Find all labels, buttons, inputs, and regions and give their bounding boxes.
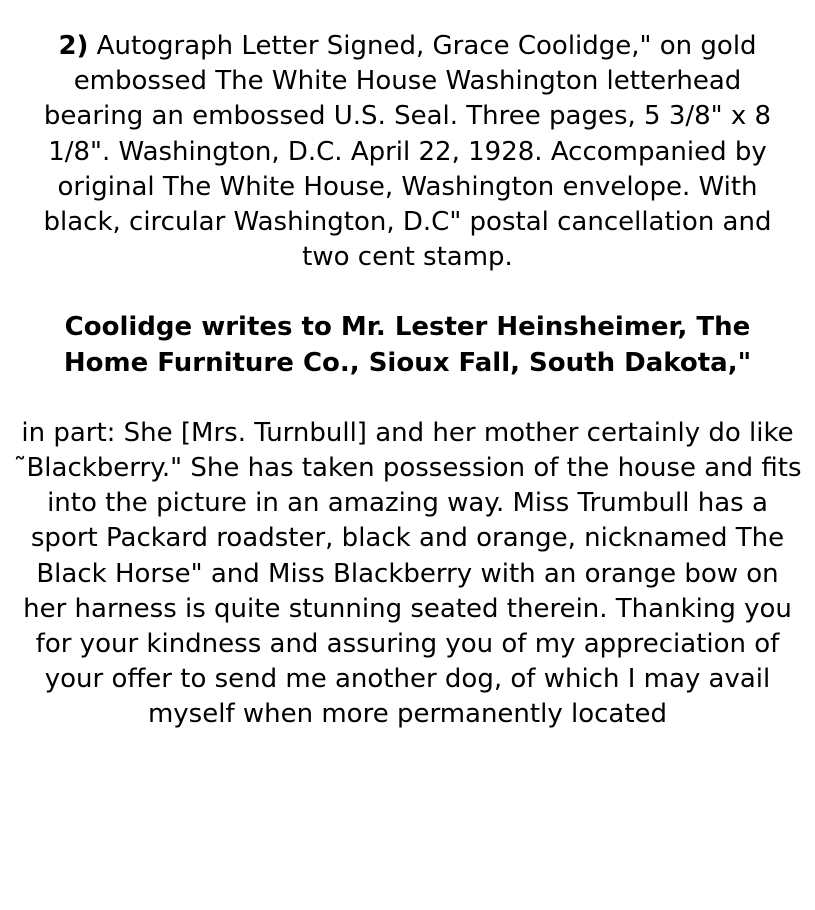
item-number: 2) <box>58 31 89 61</box>
letter-heading: Coolidge writes to Mr. Lester Heinsheimer, The Home Furniture Co., Sioux Fall, South Dakota," <box>63 312 752 378</box>
item-description: Autograph Letter Signed, Grace Coolidge," on gold embossed The White House Washington letterhead bearing an embossed U.S. Seal. Three pages, 5 3/8" x 8 1/8". Washington, D.C. April 22, 1928. Accompanied by original The White House, Washington envelope. With black, circular Washington, D.C" postal cancellation and two cent stamp. <box>43 31 772 273</box>
letter-excerpt: in part: She [Mrs. Turnbull] and her mother certainly do like ˜Blackberry." She has taken possession of the house and fits into the picture in an amazing way. Miss Trumbull has a sport Packard roadster, black and orange, nicknamed The Black Horse" and Miss Blackberry with an orange bow on her harness is quite stunning seated therein. Thanking you for your kindness and assuring you of my appreciation of your offer to send me another dog, of which I may avail myself when more permanently located <box>13 417 802 730</box>
document-body <box>0 29 815 733</box>
item-description-paragraph <box>23 29 793 275</box>
